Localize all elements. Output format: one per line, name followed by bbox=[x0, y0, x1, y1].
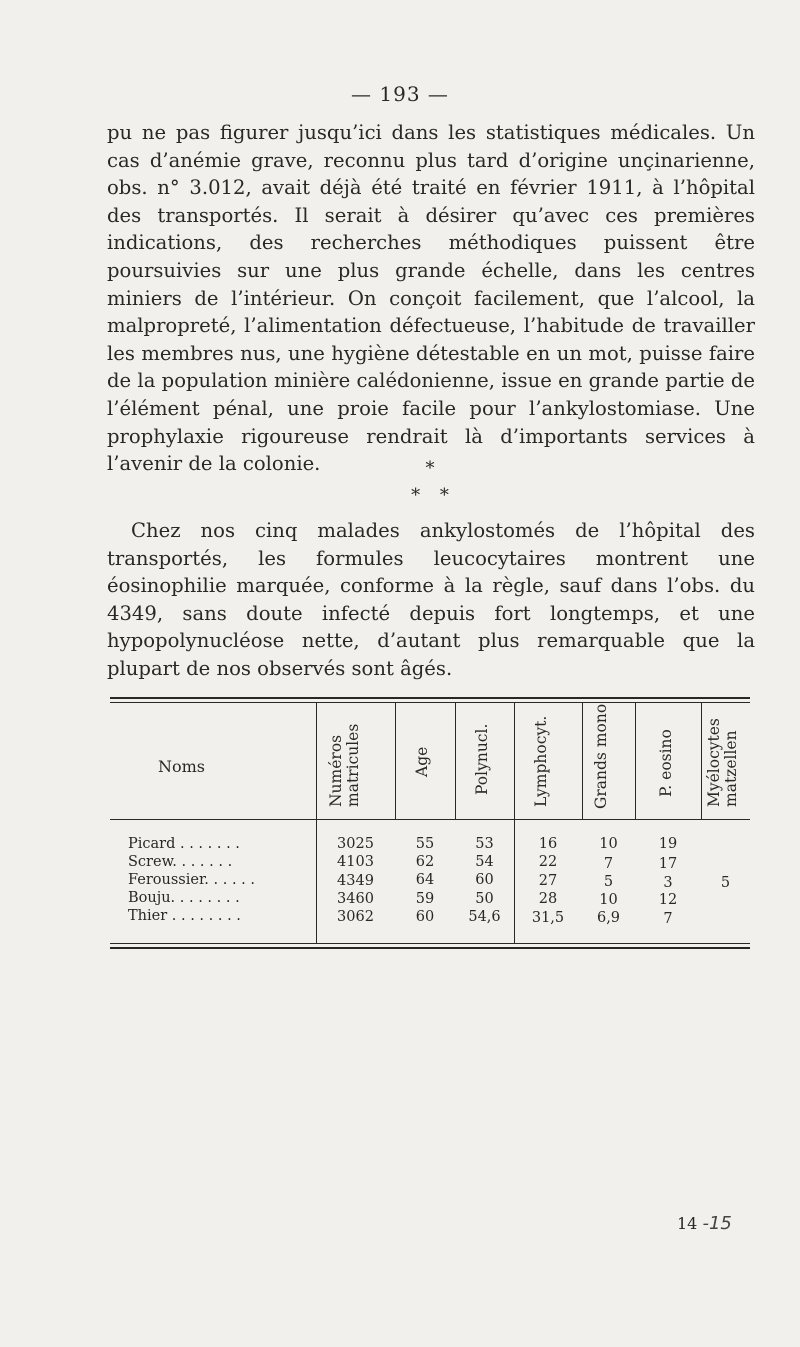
col-divider bbox=[514, 703, 515, 943]
asterism-bottom: * * bbox=[411, 485, 449, 506]
table-top-rule bbox=[110, 697, 750, 699]
row-p-eosino: 3 bbox=[663, 875, 673, 891]
row-p-eosino: 7 bbox=[663, 911, 673, 927]
row-p-eosino: 12 bbox=[658, 892, 678, 908]
row-age: 62 bbox=[415, 854, 435, 870]
page-signature bbox=[677, 1213, 732, 1234]
row-grands-mono: 6,9 bbox=[596, 910, 621, 926]
row-numero: 4349 bbox=[337, 873, 374, 889]
table-bottom-rule bbox=[110, 947, 750, 949]
col-divider bbox=[395, 703, 396, 819]
row-polynucl: 50 bbox=[475, 891, 494, 907]
leucocyte-table bbox=[110, 697, 750, 957]
col-divider bbox=[701, 703, 702, 819]
row-lymphocyt: 27 bbox=[538, 873, 558, 889]
col-divider bbox=[455, 703, 456, 819]
row-lymphocyt: 22 bbox=[538, 854, 558, 870]
header-polynucl: Polynucl. bbox=[473, 723, 491, 795]
row-name: Picard . . . . . . . bbox=[128, 836, 240, 852]
row-polynucl: 54 bbox=[475, 854, 494, 870]
paragraph-2: Chez nos cinq malades ankylostomés de l’hôpital des transportés, les formules leucocytaires montrent une éosinophilie marquée, conforme à la règle, sauf dans l’obs. du 4349, sans doute infecté depuis fort longtemps, et une hypopolynucléose nette, d’autant plus remarquable que la plupart de nos observés sont âgés. bbox=[107, 519, 755, 680]
paragraph-1: pu ne pas figurer jusqu’ici dans les statistiques médicales. Un cas d’anémie grave, reconnu plus tard d’origine unçinarienne, obs. n° 3.012, avait déjà été traité en février 1911, à l’hôpital des transportés. Il serait à désirer qu’avec ces premières indications, des recherches méthodiques puissent être poursuivies sur une plus grande échelle, dans les centres miniers de l’intérieur. On conçoit facilement, que l’alcool, la malpropreté, l’alimentation défectueuse, l’habitude de travailler les membres nus, une hygiène détestable en un mot, puisse faire de la population minière calédonienne, issue en grande partie de l’élément pénal, une proie facile pour l’ankylostomiase. Une prophylaxie rigoureuse rendrait là d’importants services à l’avenir de la colonie. bbox=[107, 121, 755, 476]
row-age: 64 bbox=[415, 872, 435, 888]
row-grands-mono: 5 bbox=[603, 874, 614, 890]
row-name: Feroussier. . . . . . bbox=[128, 872, 255, 888]
asterism-top: * bbox=[425, 458, 435, 479]
col-divider bbox=[582, 703, 583, 819]
row-grands-mono: 7 bbox=[603, 856, 614, 872]
row-grands-mono: 10 bbox=[599, 836, 618, 852]
row-polynucl: 53 bbox=[475, 836, 494, 852]
row-numero: 4103 bbox=[337, 854, 374, 870]
header-noms: Noms bbox=[158, 757, 206, 776]
row-name: Thier . . . . . . . . bbox=[128, 908, 241, 924]
table-top-rule-thin bbox=[110, 702, 750, 703]
row-numero: 3062 bbox=[337, 909, 374, 925]
row-grands-mono: 10 bbox=[599, 892, 618, 908]
page-number: — 193 — bbox=[351, 82, 449, 106]
row-lymphocyt: 31,5 bbox=[531, 910, 565, 926]
row-myelocytes: 5 bbox=[720, 875, 731, 891]
row-numero: 3460 bbox=[337, 891, 374, 907]
row-polynucl: 60 bbox=[475, 872, 494, 888]
row-lymphocyt: 28 bbox=[538, 891, 558, 907]
row-age: 59 bbox=[415, 891, 435, 907]
header-age: Age bbox=[413, 746, 431, 777]
row-name: Bouju. . . . . . . . bbox=[128, 890, 240, 906]
header-myelocytes: Myélocytes matzellen bbox=[705, 718, 740, 807]
row-lymphocyt: 16 bbox=[538, 836, 558, 852]
header-numeros: Numéros matricules bbox=[327, 723, 362, 807]
row-name: Screw. . . . . . . bbox=[128, 854, 233, 870]
signature-handwritten: -15 bbox=[702, 1213, 732, 1234]
row-p-eosino: 17 bbox=[658, 856, 678, 872]
row-p-eosino: 19 bbox=[658, 836, 678, 852]
row-age: 55 bbox=[415, 836, 435, 852]
header-lymphocyt: Lymphocyt. bbox=[532, 715, 550, 807]
col-divider bbox=[316, 703, 317, 943]
header-p-eosino: P. eosino bbox=[657, 729, 675, 797]
row-age: 60 bbox=[415, 909, 435, 925]
col-divider bbox=[635, 703, 636, 819]
row-polynucl: 54,6 bbox=[468, 909, 501, 925]
row-numero: 3025 bbox=[337, 836, 374, 852]
signature-number: 14 bbox=[677, 1214, 698, 1233]
header-grands-mono: Grands mono bbox=[592, 703, 610, 809]
table-bottom-rule-thin bbox=[110, 943, 750, 944]
header-rule bbox=[110, 819, 750, 820]
